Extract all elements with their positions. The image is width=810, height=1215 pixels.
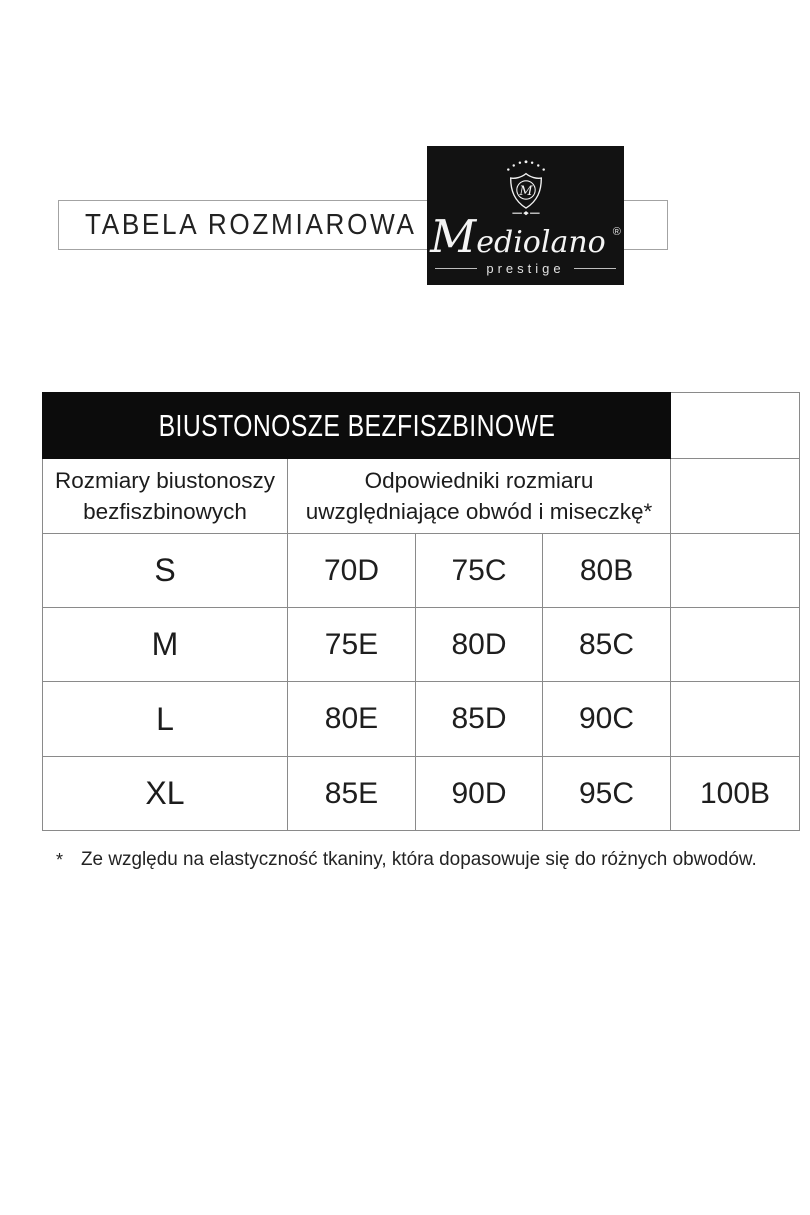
size-cell: M xyxy=(43,608,288,682)
equivalent-cell-overflow: 100B xyxy=(671,757,800,831)
table-title-row xyxy=(43,393,800,459)
equivalent-cell: 70D xyxy=(288,534,416,608)
spacer-cell xyxy=(671,393,800,459)
table-row-l xyxy=(43,682,800,757)
tagline-rule-right xyxy=(574,268,616,269)
brand-logo xyxy=(427,146,624,285)
size-cell: XL xyxy=(43,757,288,831)
table-row-xl xyxy=(43,757,800,831)
column-header-sizes-line2: bezfiszbinowych xyxy=(83,499,247,524)
column-header-equivalents-line1: Odpowiedniki rozmiaru xyxy=(364,467,594,493)
size-cell: L xyxy=(43,682,288,757)
brand-tagline-row xyxy=(435,262,615,275)
equivalent-cell: 80E xyxy=(288,682,416,757)
equivalent-cell: 75E xyxy=(288,608,416,682)
column-header-equivalents xyxy=(288,459,671,534)
equivalent-cell: 85C xyxy=(543,608,671,682)
crest-shield-icon xyxy=(471,158,581,222)
equivalent-cell: 85D xyxy=(416,682,543,757)
table-row-m xyxy=(43,608,800,682)
brand-name-row xyxy=(430,210,621,263)
brand-tagline: prestige xyxy=(486,261,565,276)
spacer-cell xyxy=(671,534,800,608)
spacer-cell xyxy=(671,608,800,682)
size-cell: S xyxy=(43,534,288,608)
footnote-marker: * xyxy=(56,850,64,870)
equivalent-cell: 90C xyxy=(543,682,671,757)
equivalent-cell: 75C xyxy=(416,534,543,608)
equivalent-cell: 90D xyxy=(416,757,543,831)
footnote xyxy=(56,848,800,871)
table-title: BIUSTONOSZE BEZFISZBINOWE xyxy=(43,393,671,459)
crest-dots xyxy=(507,160,545,170)
column-header-row xyxy=(43,459,800,534)
equivalent-cell: 80B xyxy=(543,534,671,608)
brand-name: Mediolano xyxy=(430,210,606,263)
equivalent-cell: 95C xyxy=(543,757,671,831)
crest-monogram: M xyxy=(518,183,533,199)
tagline-rule-left xyxy=(435,268,477,269)
column-header-sizes xyxy=(43,459,288,534)
column-header-equivalents-line2: uwzględniające obwód i miseczkę* xyxy=(305,499,653,524)
page-title: TABELA ROZMIAROWA xyxy=(85,208,417,241)
size-table xyxy=(42,392,800,831)
footnote-text: Ze względu na elastyczność tkaniny, która dopasowuje się do różnych obwodów. xyxy=(81,848,757,870)
equivalent-cell: 80D xyxy=(416,608,543,682)
column-header-sizes-line1: Rozmiary biustonoszy xyxy=(54,467,276,493)
spacer-cell xyxy=(671,682,800,757)
size-table-wrap xyxy=(42,392,800,831)
spacer-cell xyxy=(671,459,800,534)
registered-mark: ® xyxy=(612,226,621,238)
table-row-s xyxy=(43,534,800,608)
equivalent-cell: 85E xyxy=(288,757,416,831)
